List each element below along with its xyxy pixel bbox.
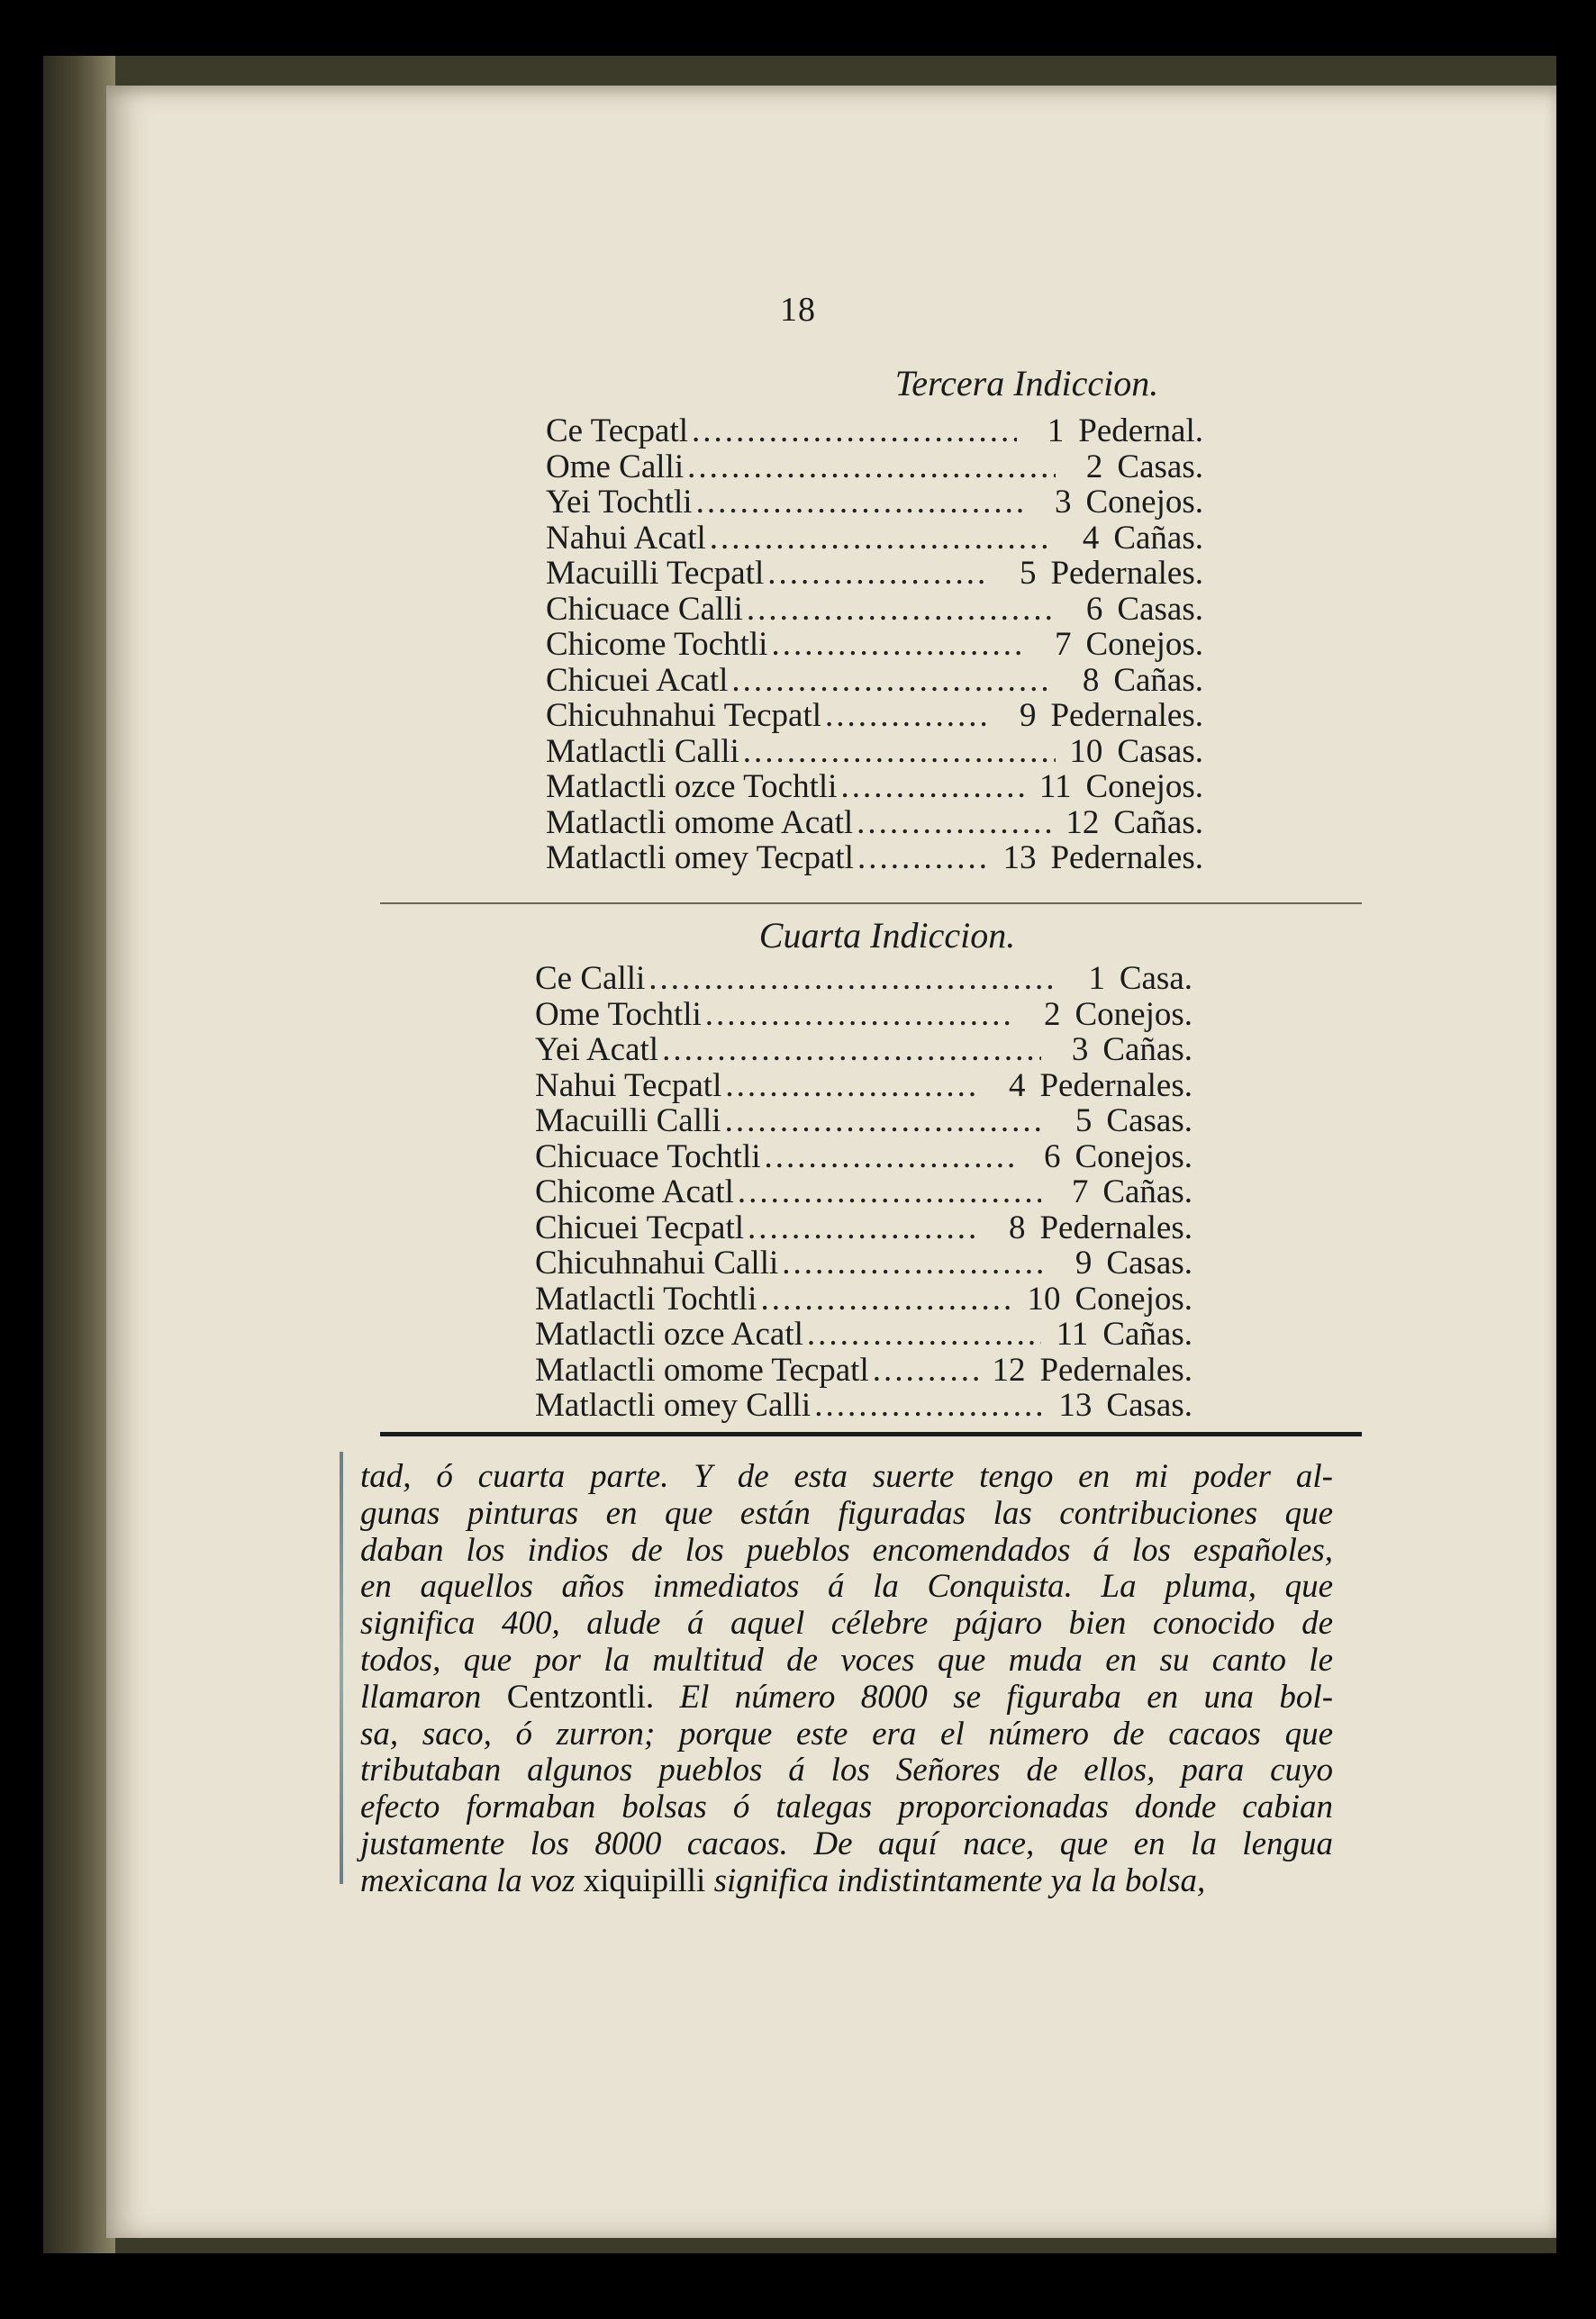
row-number: 6 <box>1085 590 1103 628</box>
leader-dots <box>648 959 1058 998</box>
row-name: Matlactli omome Acatl <box>546 803 854 841</box>
footnote-line: sa, saco, ó zurron; porque este era el número de cacaos que <box>360 1715 1333 1753</box>
leader-dots <box>710 519 1053 557</box>
table-row <box>535 1280 1192 1316</box>
row-name: Ome Calli <box>546 448 685 485</box>
leader-dots <box>747 590 1056 629</box>
row-number: 6 <box>1043 1137 1061 1175</box>
leader-dots <box>725 1066 978 1105</box>
row-number: 7 <box>1071 1173 1089 1210</box>
table-row <box>535 1244 1192 1280</box>
row-meaning: Cañas. <box>1102 1173 1192 1210</box>
leader-dots <box>696 483 1025 521</box>
footnote-roman-word: xiquipilli <box>583 1862 706 1899</box>
row-meaning: Cañas. <box>1102 1316 1192 1353</box>
table-row <box>535 1066 1192 1102</box>
footnote-fragment: El número 8000 se figuraba en una bol- <box>679 1678 1334 1716</box>
table-row <box>535 995 1192 1031</box>
row-meaning: Casas. <box>1106 1102 1192 1139</box>
table-row <box>546 554 1203 590</box>
row-meaning: Cañas. <box>1113 661 1203 699</box>
row-name: Ome Tochtli <box>535 995 702 1033</box>
footnote-line: todos, que por la multitud de voces que muda en su canto le <box>360 1641 1333 1679</box>
row-number: 3 <box>1054 484 1072 521</box>
table-row <box>535 1101 1192 1137</box>
leader-dots <box>705 995 1014 1034</box>
row-number: 13 <box>1002 839 1037 876</box>
row-number: 2 <box>1085 448 1103 485</box>
row-name: Chicuace Tochtli <box>535 1137 761 1175</box>
row-name: Matlactli ozce Tochtli <box>546 768 838 805</box>
footnote-roman-word: Centzontli. <box>506 1678 655 1716</box>
leader-dots <box>748 1209 978 1247</box>
row-name: Yei Acatl <box>535 1031 659 1068</box>
leader-dots <box>738 1173 1041 1211</box>
row-name: Chicuhnahui Calli <box>535 1245 779 1282</box>
table-row <box>546 803 1203 839</box>
leader-dots <box>687 448 1056 486</box>
row-meaning: Pedernales. <box>1050 697 1203 734</box>
row-name: Chicome Acatl <box>535 1173 734 1210</box>
row-meaning: Conejos. <box>1075 1280 1192 1318</box>
footnote-fragment: llamaron <box>360 1678 482 1716</box>
row-meaning: Cañas. <box>1113 519 1203 557</box>
footnote-line: efecto formaban bolsas ó talegas proporcionadas donde cabian <box>360 1789 1333 1826</box>
row-meaning: Conejos. <box>1085 626 1203 663</box>
row-number: 1 <box>1047 412 1065 449</box>
footnote-text <box>360 1459 1333 1900</box>
footnote-fragment: mexicana la voz <box>360 1862 576 1899</box>
footnote-line: significa 400, alude á aquel célebre pájaro bien conocido de <box>360 1605 1333 1643</box>
leader-dots <box>807 1315 1041 1354</box>
row-number: 13 <box>1058 1387 1093 1424</box>
table-row <box>546 732 1203 768</box>
row-meaning: Conejos. <box>1075 995 1192 1033</box>
row-number: 11 <box>1038 768 1072 805</box>
leader-dots <box>857 803 1052 842</box>
section-title-cuarta: Cuarta Indiccion. <box>758 915 1016 956</box>
row-name: Matlactli ozce Acatl <box>535 1316 803 1353</box>
row-number: 8 <box>1082 661 1100 699</box>
footnote-line <box>360 1863 1333 1900</box>
footnote-divider <box>380 1432 1362 1436</box>
row-number: 5 <box>1075 1102 1093 1139</box>
leader-dots <box>692 412 1017 450</box>
margin-mark <box>340 1452 343 1884</box>
leader-dots <box>873 1351 979 1390</box>
leader-dots <box>760 1280 1013 1318</box>
row-number: 3 <box>1071 1031 1089 1068</box>
table-row <box>546 625 1203 661</box>
row-meaning: Casas. <box>1117 448 1203 485</box>
row-number: 7 <box>1054 626 1072 663</box>
row-meaning: Pedernales. <box>1039 1351 1192 1389</box>
row-name: Chicuace Calli <box>546 590 743 628</box>
leader-dots <box>840 767 1024 806</box>
row-name: Matlactli omey Calli <box>535 1387 812 1424</box>
footnote-line: justamente los 8000 cacaos. De aquí nace, que en la lengua <box>360 1825 1333 1862</box>
table-row <box>546 696 1203 732</box>
row-meaning: Pedernales. <box>1050 555 1203 592</box>
row-number: 10 <box>1069 732 1103 770</box>
row-meaning: Casas. <box>1117 590 1203 628</box>
row-name: Matlactli omome Tecpatl <box>535 1351 869 1389</box>
row-number: 9 <box>1075 1245 1093 1282</box>
table-row <box>546 661 1203 697</box>
leader-dots <box>771 625 1024 664</box>
leader-dots <box>765 1137 1014 1176</box>
row-number: 1 <box>1088 960 1105 997</box>
table-row <box>546 590 1203 626</box>
leader-dots <box>725 1101 1046 1140</box>
row-name: Chicome Tochtli <box>546 626 768 663</box>
row-name: Matlactli omey Tecpatl <box>546 839 854 876</box>
footnote-line: gunas pinturas en que están figuradas las contribuciones que <box>360 1494 1333 1532</box>
row-meaning: Casa. <box>1119 960 1192 997</box>
row-number: 12 <box>992 1351 1026 1389</box>
footnote-line: daban los indios de los pueblos encomendados á los españoles, <box>360 1531 1333 1569</box>
row-number: 11 <box>1056 1316 1089 1353</box>
row-meaning: Cañas. <box>1102 1031 1192 1068</box>
row-number: 8 <box>1008 1209 1026 1246</box>
table-row <box>535 1209 1192 1245</box>
footnote-fragment: significa indistintamente ya la bolsa, <box>713 1862 1206 1899</box>
row-number: 5 <box>1019 555 1037 592</box>
row-name: Ce Calli <box>535 960 646 997</box>
table-row <box>546 448 1203 484</box>
footnote-line <box>360 1680 1333 1717</box>
row-meaning: Conejos. <box>1075 1137 1192 1175</box>
section-divider <box>380 902 1362 904</box>
footnote-line: tributaban algunos pueblos á los Señores de ellos, para cuyo <box>360 1752 1333 1789</box>
leader-dots <box>825 696 989 735</box>
row-meaning: Pedernales. <box>1039 1066 1192 1104</box>
row-name: Nahui Tecpatl <box>535 1066 722 1104</box>
row-meaning: Cañas. <box>1113 803 1203 841</box>
row-name: Matlactli Tochtli <box>535 1280 757 1318</box>
table-row <box>546 519 1203 555</box>
row-meaning: Casas. <box>1106 1245 1192 1282</box>
row-number: 12 <box>1066 803 1100 841</box>
footnote-line: en aquellos años inmediatos á la Conquista. La pluma, que <box>360 1568 1333 1606</box>
row-meaning: Pedernales. <box>1050 839 1203 876</box>
row-name: Ce Tecpatl <box>546 412 689 449</box>
row-number: 9 <box>1019 697 1037 734</box>
leader-dots <box>731 661 1052 700</box>
section-title-tercera: Tercera Indiccion. <box>894 363 1159 403</box>
page-number: 18 <box>780 291 816 329</box>
row-meaning: Conejos. <box>1085 768 1203 805</box>
leader-dots <box>857 838 990 877</box>
table-row <box>535 1173 1192 1209</box>
table-row <box>535 1137 1192 1173</box>
row-meaning: Casas. <box>1106 1387 1192 1424</box>
book-spine <box>43 56 115 2253</box>
leader-dots <box>662 1030 1041 1069</box>
row-meaning: Pedernales. <box>1039 1209 1192 1246</box>
row-name: Chicuhnahui Tecpatl <box>546 697 822 734</box>
leader-dots <box>782 1244 1045 1282</box>
footnote-line: tad, ó cuarta parte. Y de esta suerte tengo en mi poder al- <box>360 1458 1333 1495</box>
table-row <box>535 1315 1192 1351</box>
table-row <box>535 1030 1192 1066</box>
row-name: Yei Tochtli <box>546 484 693 521</box>
row-number: 4 <box>1008 1066 1026 1104</box>
table-row <box>535 959 1192 995</box>
table-tercera-indiccion <box>546 412 1203 874</box>
table-row <box>535 1351 1192 1387</box>
row-name: Macuilli Tecpatl <box>546 555 765 592</box>
table-row <box>546 412 1203 448</box>
row-name: Macuilli Calli <box>535 1102 721 1139</box>
table-row <box>546 483 1203 519</box>
row-name: Chicuei Acatl <box>546 661 729 699</box>
table-row <box>535 1386 1192 1422</box>
table-row <box>546 838 1203 874</box>
table-row <box>546 767 1203 803</box>
leader-dots <box>743 732 1056 771</box>
row-meaning: Casas. <box>1117 732 1203 770</box>
row-number: 2 <box>1043 995 1061 1033</box>
table-cuarta-indiccion <box>535 959 1192 1422</box>
leader-dots <box>767 554 989 593</box>
row-name: Matlactli Calli <box>546 732 739 770</box>
row-meaning: Conejos. <box>1085 484 1203 521</box>
leader-dots <box>814 1386 1045 1425</box>
row-name: Chicuei Tecpatl <box>535 1209 745 1246</box>
row-meaning: Pedernal. <box>1078 412 1203 449</box>
row-number: 10 <box>1027 1280 1061 1318</box>
row-number: 4 <box>1082 519 1100 557</box>
row-name: Nahui Acatl <box>546 519 706 557</box>
